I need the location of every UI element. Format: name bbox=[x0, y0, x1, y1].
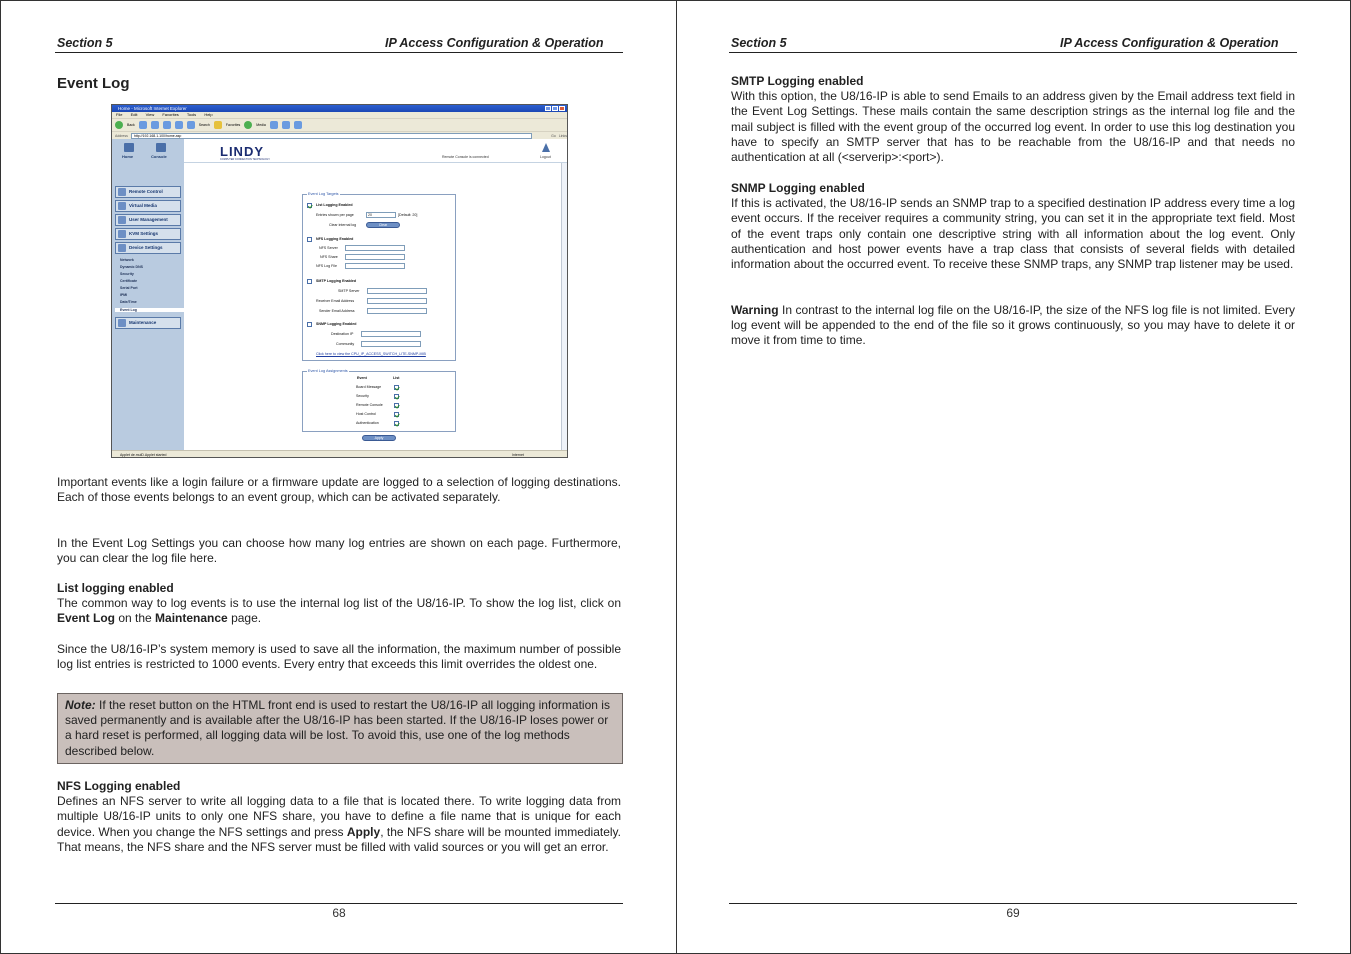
snmp-logging-label: SNMP Logging Enabled bbox=[316, 322, 357, 326]
warning-text: In contrast to the internal log file on the U8/16-IP, the size of the NFS log file is not limited. Every log event will be appended to the end of the file so it grows continuously, so you may have to delete it or move it from time to time. bbox=[731, 303, 1295, 348]
col-list-header: List bbox=[393, 376, 400, 380]
smtp-section bbox=[731, 74, 1295, 165]
snmp-logging-checkbox bbox=[307, 322, 312, 327]
note-text: If the reset button on the HTML front end is used to restart the U8/16-IP all logging information is saved permanently and is available after the U8/16-IP has been started. If the U8/16-IP loses power or a hard reset is performed, all logging data will be lost. To avoid this, use one of the log methods described below. bbox=[65, 698, 610, 758]
header-title: IP Access Configuration & Operation bbox=[1060, 36, 1279, 50]
app-sidebar bbox=[112, 163, 184, 450]
smtp-logging-label: SMTP Logging Enabled bbox=[316, 279, 357, 283]
refresh-icon bbox=[163, 121, 171, 129]
footer-rule bbox=[729, 903, 1297, 904]
mail-icon bbox=[282, 121, 290, 129]
entries-default: [Default: 20] bbox=[398, 213, 418, 217]
sidebar-sub-ipmi: IPMI bbox=[120, 293, 128, 297]
logout-icon bbox=[542, 143, 550, 152]
sender-email-label: Sender Email Address bbox=[319, 309, 355, 313]
snmp-text: If this is activated, the U8/16-IP sends an SNMP trap to a specified destination IP address every time a log event occurs. If the receiver requires a community string, you can set it in the appropriate text field. Most of the event traps only contain one descriptive string with all information about the log event. Only authentication and host power events have a trap class that consists of several fields with detailed information about the occurred event. To receive these SNMP traps, any SNMP trap listener may be used. bbox=[731, 196, 1295, 272]
nfs-text: , the NFS share will be mounted immediately. That means, the NFS share and the NFS server must be filled with valid sources or you will get an error. bbox=[57, 824, 621, 854]
favorites-label: Favorites bbox=[225, 123, 241, 127]
app-body bbox=[112, 163, 568, 450]
snmp-heading: SNMP Logging enabled bbox=[731, 181, 865, 195]
sidebar-sub-certificate: Certificate bbox=[120, 279, 138, 283]
smtp-logging-checkbox bbox=[307, 279, 312, 284]
favorites-icon bbox=[214, 121, 222, 129]
lindy-logo-sub: COMPUTER CONNECTION TECHNOLOGY bbox=[220, 158, 270, 161]
sidebar-sub-event-log: Event Log bbox=[115, 308, 184, 312]
event-row-checkbox bbox=[394, 412, 399, 417]
console-nav-label: Console bbox=[151, 154, 167, 159]
console-nav-icon bbox=[156, 143, 166, 152]
page-heading: Event Log bbox=[57, 75, 130, 92]
ie-address-bar bbox=[112, 131, 567, 139]
warning-paragraph bbox=[731, 303, 1295, 349]
targets-fieldset bbox=[302, 194, 456, 361]
list-logging-text: page. bbox=[227, 611, 262, 626]
stop-icon bbox=[151, 121, 159, 129]
smtp-text: With this option, the U8/16-IP is able to send Emails to an address given by the Email address text field in the Event Log Settings. These mails contain the same description strings as the internal log file and the mail subject is filled with the event group of the occurred log event. In order to use this log destination you have to specify an SMTP server that has to be reachable from the U8/16-IP and that needs no authentication at all (<serverip>:<port>). bbox=[731, 89, 1295, 165]
sidebar-sub-date-time: Date/Time bbox=[120, 300, 137, 304]
search-icon bbox=[187, 121, 195, 129]
event-log-ref: Event Log bbox=[57, 611, 116, 626]
intro-paragraph: Important events like a login failure or a firmware update are logged to a selection of logging destinations. Each of those events belongs to an event group, which can be activated separately. bbox=[57, 475, 621, 505]
apply-button: Apply bbox=[362, 435, 396, 441]
list-logging-label: List Logging Enabled bbox=[316, 203, 353, 207]
sidebar-remote-control: Remote Control bbox=[115, 186, 181, 198]
ie-title-bar bbox=[112, 105, 567, 112]
nfs-logfile-label: NFS Log File bbox=[316, 264, 337, 268]
apply-ref: Apply bbox=[346, 824, 381, 839]
clear-log-label: Clear internal log bbox=[329, 223, 357, 227]
settings-paragraph: In the Event Log Settings you can choose how many log entries are shown on each page. Furthermore, you can clear the log file here. bbox=[57, 536, 621, 566]
header-title: IP Access Configuration & Operation bbox=[385, 36, 604, 50]
entries-label: Entries shown per page bbox=[316, 213, 354, 217]
nfs-server-label: NFS Server bbox=[319, 246, 338, 250]
header-section: Section 5 bbox=[731, 36, 787, 50]
minimize-icon bbox=[545, 106, 551, 111]
sidebar-virtual-media: Virtual Media bbox=[115, 200, 181, 212]
receiver-email-label: Receiver Email Address bbox=[316, 299, 355, 303]
event-row-checkbox bbox=[394, 421, 399, 426]
assignments-legend: Event Log Assignments bbox=[308, 369, 348, 373]
links-label: Links bbox=[558, 133, 567, 138]
warning-label: Warning bbox=[731, 303, 779, 317]
screenshot-figure bbox=[111, 104, 568, 458]
sidebar-kvm-settings: KVM Settings bbox=[115, 228, 181, 240]
right-page bbox=[677, 1, 1351, 954]
media-icon bbox=[244, 121, 252, 129]
footer-rule bbox=[55, 903, 623, 904]
note-label: Note: bbox=[65, 698, 96, 712]
sidebar-device-settings: Device Settings bbox=[115, 242, 181, 254]
list-logging-section bbox=[57, 581, 621, 627]
print-icon bbox=[294, 121, 302, 129]
menu-view: View bbox=[145, 112, 155, 117]
nfs-text: Defines an NFS server to write all logging data to a file that is located there. To write logging data from multiple U8/16-IP units to only one NFS share, you have to define a file name that is unique for each device. When you change the NFS settings and press bbox=[57, 794, 621, 839]
event-row-label: Board Message bbox=[356, 385, 382, 389]
back-icon bbox=[115, 121, 123, 129]
receiver-email-input bbox=[367, 298, 427, 304]
event-row-label: Remote Console bbox=[356, 403, 383, 407]
header-rule bbox=[729, 52, 1297, 53]
sidebar-maintenance: Maintenance bbox=[115, 317, 181, 329]
home-nav-label: Home bbox=[122, 154, 134, 159]
sender-email-input bbox=[367, 308, 427, 314]
nfs-logfile-input bbox=[345, 263, 405, 269]
nfs-logging-label: NFS Logging Enabled bbox=[316, 237, 354, 241]
event-row-label: Security bbox=[356, 394, 369, 398]
sidebar-sub-network: Network bbox=[120, 258, 134, 262]
nfs-logging-checkbox bbox=[307, 237, 312, 242]
smtp-server-input bbox=[367, 288, 427, 294]
memory-paragraph: Since the U8/16-IP’s system memory is used to save all the information, the maximum number of possible log list entries is restricted to 1000 events. Every entry that exceeds this limit overrides the oldest one. bbox=[57, 642, 621, 672]
menu-help: Help bbox=[204, 112, 213, 117]
window-title: Home - Microsoft Internet Explorer bbox=[118, 106, 187, 111]
smtp-heading: SMTP Logging enabled bbox=[731, 74, 864, 88]
nfs-heading: NFS Logging enabled bbox=[57, 779, 181, 793]
list-logging-heading: List logging enabled bbox=[57, 581, 174, 595]
list-logging-text: on the bbox=[115, 611, 156, 626]
menu-tools: Tools bbox=[186, 112, 197, 117]
menu-file: File bbox=[116, 112, 123, 117]
destination-ip-input bbox=[361, 331, 421, 337]
header-rule bbox=[55, 52, 623, 53]
status-left: Applet de.mulD.Applet started bbox=[120, 453, 167, 457]
assignments-fieldset bbox=[302, 371, 456, 432]
event-row-checkbox bbox=[394, 385, 399, 390]
menu-edit: Edit bbox=[130, 112, 138, 117]
event-row-label: Authentication bbox=[356, 421, 379, 425]
entries-input: 20 bbox=[366, 212, 396, 218]
remote-console-status: Remote Console is connected bbox=[442, 155, 489, 159]
community-input bbox=[361, 341, 421, 347]
close-icon bbox=[559, 106, 565, 111]
app-content bbox=[184, 163, 561, 450]
targets-legend: Event Log Targets bbox=[308, 192, 339, 196]
event-row-label: Host Control bbox=[356, 412, 376, 416]
forward-icon bbox=[139, 121, 147, 129]
window-buttons bbox=[545, 106, 565, 111]
home-nav-icon bbox=[124, 143, 134, 152]
back-label: Back bbox=[127, 123, 135, 127]
page-number: 69 bbox=[1006, 906, 1020, 920]
list-logging-checkbox bbox=[307, 203, 312, 208]
sidebar-sub-security: Security bbox=[120, 272, 134, 276]
maximize-icon bbox=[552, 106, 558, 111]
maintenance-ref: Maintenance bbox=[155, 611, 228, 626]
col-event-header: Event bbox=[357, 376, 367, 380]
history-icon bbox=[270, 121, 278, 129]
lindy-logo: LINDY bbox=[220, 144, 264, 159]
sidebar-sub-serial-port: Serial Port bbox=[120, 286, 138, 290]
mib-link: Click here to view the CPU_IP_ACCESS_SWITCH_LITE-SNMP-MIB bbox=[316, 352, 426, 356]
event-row-checkbox bbox=[394, 403, 399, 408]
home-icon bbox=[175, 121, 183, 129]
menu-favorites: Favorites bbox=[162, 112, 179, 117]
nfs-server-input bbox=[345, 245, 405, 251]
app-nav-box bbox=[112, 139, 184, 163]
sidebar-user-management: User Management bbox=[115, 214, 181, 226]
nfs-share-label: NFS Share bbox=[320, 255, 338, 259]
list-logging-text: The common way to log events is to use the internal log list of the U8/16-IP. To show the log list, click on bbox=[57, 596, 621, 611]
ie-toolbar bbox=[112, 118, 567, 131]
logout-label: Logout bbox=[540, 155, 551, 159]
app-scrollbar bbox=[561, 163, 568, 450]
go-label: Go bbox=[551, 133, 556, 138]
ie-status-bar bbox=[112, 450, 568, 458]
nfs-section bbox=[57, 779, 621, 855]
app-header bbox=[112, 139, 567, 163]
left-page bbox=[1, 1, 676, 954]
snmp-section bbox=[731, 181, 1295, 272]
sidebar-sub-dynamic-dns: Dynamic DNS bbox=[120, 265, 143, 269]
header-section: Section 5 bbox=[57, 36, 113, 50]
community-label: Community bbox=[336, 342, 355, 346]
search-label: Search bbox=[198, 123, 210, 127]
note-box bbox=[57, 693, 623, 764]
page-number: 68 bbox=[332, 906, 346, 920]
clear-button: Clear bbox=[366, 222, 400, 228]
address-field: http://192.168.1.100/home.asp bbox=[131, 133, 532, 139]
nfs-share-input bbox=[345, 254, 405, 260]
address-label: Address bbox=[115, 133, 128, 138]
status-zone: Internet bbox=[512, 453, 524, 457]
media-label: Media bbox=[256, 123, 266, 127]
smtp-server-label: SMTP Server bbox=[338, 289, 360, 293]
event-row-checkbox bbox=[394, 394, 399, 399]
destination-ip-label: Destination IP bbox=[331, 332, 354, 336]
